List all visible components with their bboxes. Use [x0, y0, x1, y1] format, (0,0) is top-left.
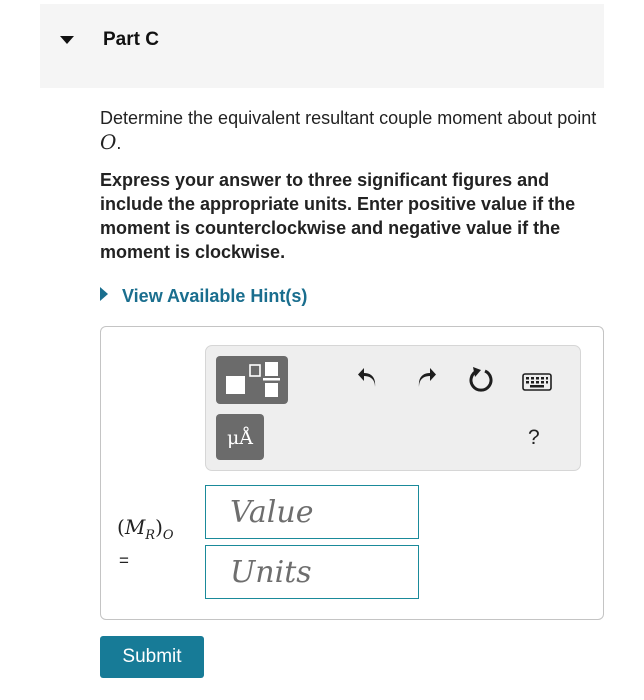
submit-button[interactable]: Submit: [100, 636, 204, 678]
templates-button[interactable]: [216, 356, 288, 404]
part-c-header[interactable]: [40, 4, 604, 88]
units-button[interactable]: μÅ: [216, 414, 264, 460]
value-input[interactable]: [205, 485, 419, 539]
units-input[interactable]: [205, 545, 419, 599]
equals-sign: =: [119, 551, 129, 570]
question-body: Determine the equivalent resultant couple moment about point: [100, 108, 597, 128]
question-end: .: [116, 133, 122, 153]
view-hints-link[interactable]: [100, 286, 307, 307]
help-button[interactable]: ?: [528, 426, 540, 449]
point-variable: O: [100, 130, 117, 154]
answer-instructions: Express your answer to three significant figures and include the appropriate units. Enter positive value if the moment is counterclockwise and negative value if the moment is clockwise.: [100, 170, 576, 262]
undo-icon[interactable]: [356, 367, 380, 391]
question-text: [100, 106, 605, 155]
redo-icon[interactable]: [414, 367, 438, 391]
reset-icon[interactable]: [468, 366, 494, 392]
part-title: Part C: [103, 29, 159, 50]
hint-label: View Available Hint(s): [122, 286, 308, 306]
collapse-triangle-icon[interactable]: [60, 36, 74, 44]
lhs-open-paren: (: [117, 515, 125, 539]
lhs-point-subscript: O: [162, 528, 174, 543]
expand-triangle-icon: [100, 287, 108, 301]
lhs-variable: M: [124, 515, 146, 539]
lhs-close-paren: ): [155, 515, 163, 539]
math-toolbar: [205, 345, 581, 471]
templates-icon: [216, 356, 288, 404]
answer-variable-label: [117, 515, 174, 543]
lhs-subscript: R: [145, 528, 156, 543]
keyboard-icon[interactable]: [522, 372, 552, 392]
answer-box: [100, 326, 604, 620]
